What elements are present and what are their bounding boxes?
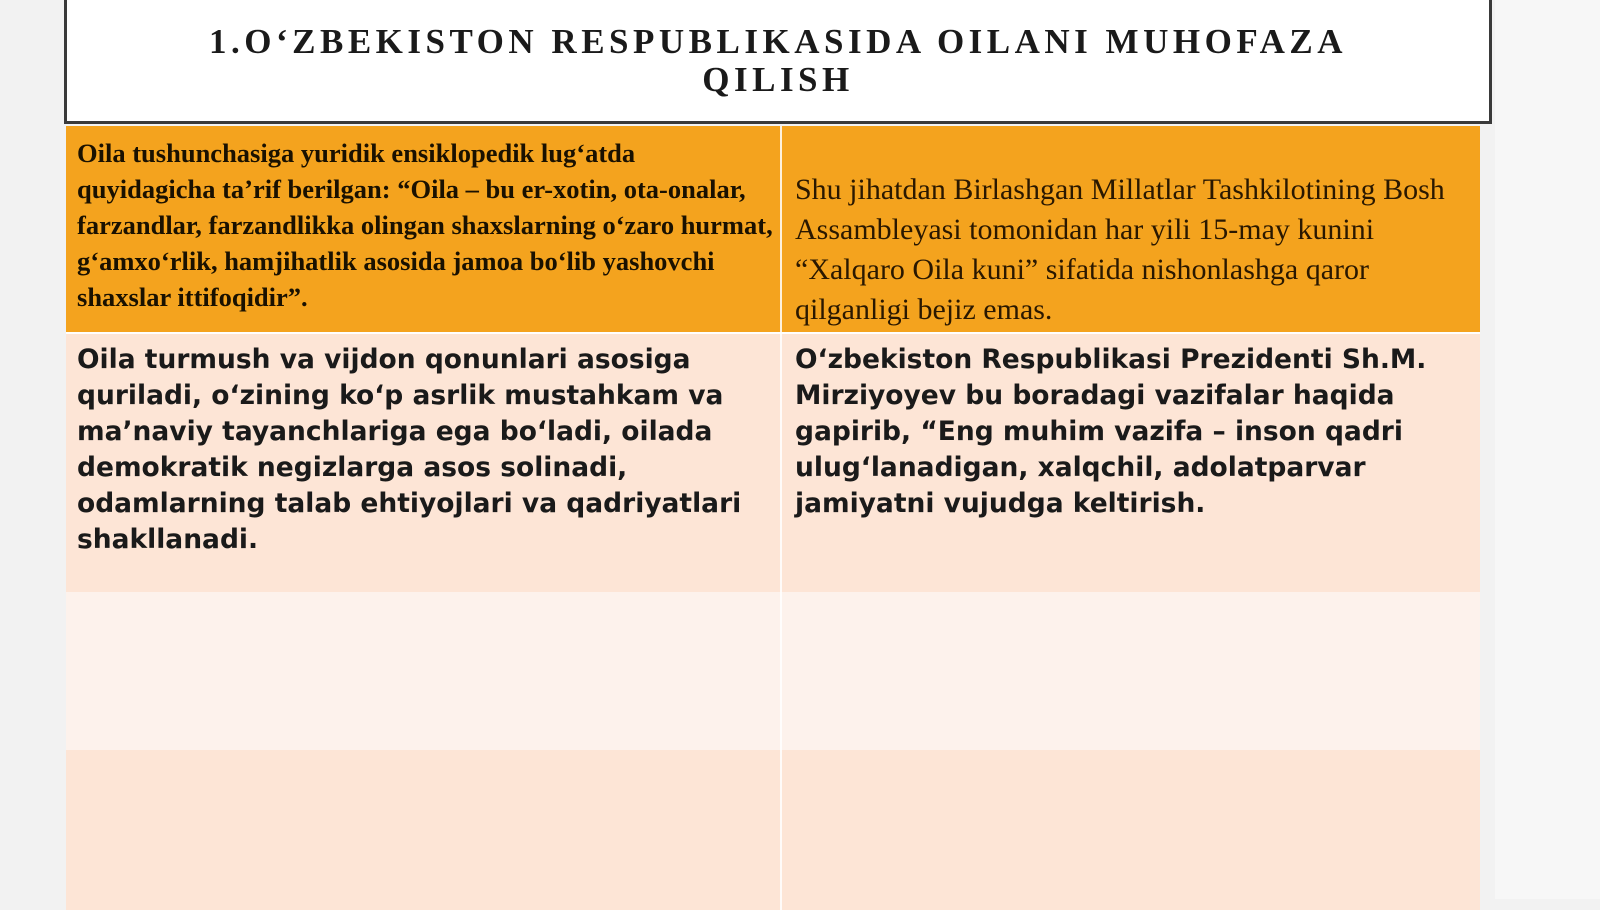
table-cell-empty	[66, 750, 782, 910]
table-cell	[782, 334, 1480, 592]
table-cell	[66, 334, 782, 592]
slide-title: 1.O‘ZBEKISTON RESPUBLIKASIDA OILANI MUHOFAZA QILISH	[209, 21, 1347, 99]
cell-text-un-family-day: Shu jihatdan Birlashgan Millatlar Tashkilotining Bosh Assambleyasi tomonidan har yili 15-may kunini “Xalqaro Oila kuni” sifatida nishonlashga qaror qilganligi bejiz emas.	[795, 173, 1445, 326]
cell-text-president-quote: O‘zbekiston Respublikasi Prezidenti Sh.M. Mirziyoyev bu boradagi vazifalar haqida gapirib, “Eng muhim vazifa – inson qadri ulug‘lanadigan, xalqchil, adolatparvar jamiyatni vujudga keltirish.	[795, 344, 1427, 519]
slide-right-margin	[1495, 0, 1600, 899]
table-row	[66, 126, 1480, 332]
table-cell	[782, 126, 1480, 332]
title-box	[64, 0, 1492, 124]
table-cell-empty	[782, 750, 1480, 910]
table-row	[66, 750, 1480, 910]
content-table	[66, 126, 1480, 910]
table-cell-empty	[66, 592, 782, 750]
cell-text-definition: Oila tushunchasiga yuridik ensiklopedik lug‘atda quyidagicha ta’rif berilgan: “Oila – bu er-xotin, ota-onalar, farzandlar, farzandlikka olingan shaxslarning o‘zaro hurmat, g‘amxo‘rlik, hamjihatlik asosida jamoa bo‘lib yashovchi shaxslar ittifoqidir”.	[77, 138, 773, 312]
table-row	[66, 332, 1480, 592]
table-cell	[66, 126, 782, 332]
cell-text-family-foundations: Oila turmush va vijdon qonunlari asosiga quriladi, o‘zining ko‘p asrlik mustahkam va ma’naviy tayanchlariga ega bo‘ladi, oilada demokratik negizlarga asos solinadi, odamlarning talab ehtiyojlari va qadriyatlari shakllanadi.	[77, 344, 742, 555]
table-row	[66, 592, 1480, 750]
table-cell-empty	[782, 592, 1480, 750]
